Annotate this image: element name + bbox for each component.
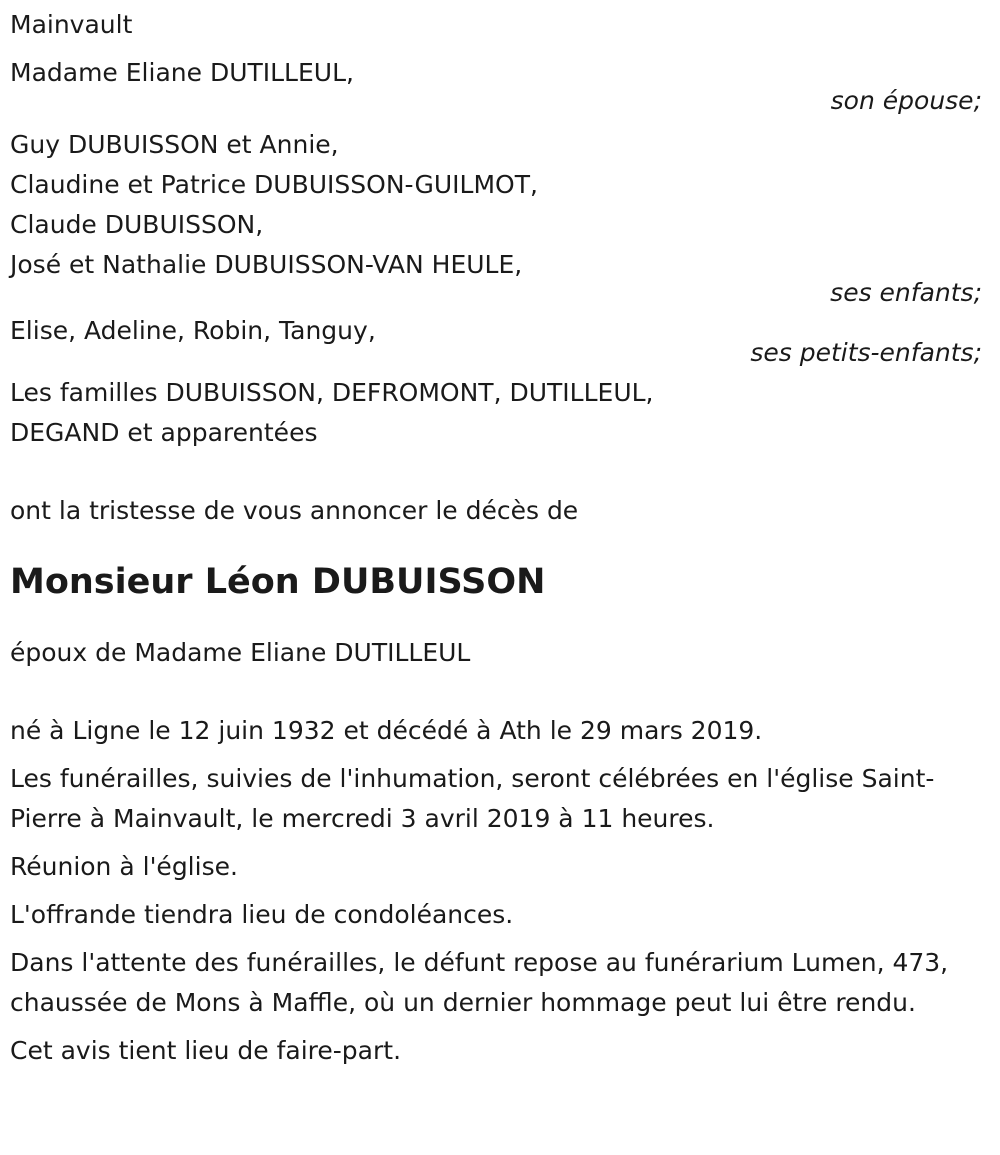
funeral-info: Les funérailles, suivies de l'inhumation, seront célébrées en l'église Saint-Pierre à Mainvault, le mercredi 3 avril 2019 à 11 heures. — [10, 764, 935, 833]
birth-death: né à Ligne le 12 juin 1932 et décédé à Ath le 29 mars 2019. — [10, 716, 763, 745]
offering-info: L'offrande tiendra lieu de condoléances. — [10, 900, 514, 929]
meeting-info: Réunion à l'église. — [10, 852, 238, 881]
grandchildren-relation: ses petits-enfants; — [750, 338, 982, 367]
announcement: ont la tristesse de vous annoncer le décès de — [10, 496, 579, 525]
notice-info: Cet avis tient lieu de faire-part. — [10, 1036, 402, 1065]
children-relation: ses enfants; — [830, 278, 982, 307]
spouse-relation: son épouse; — [830, 86, 982, 115]
grandchildren-names: Elise, Adeline, Robin, Tanguy, — [10, 316, 376, 345]
families-line: DEGAND et apparentées — [10, 418, 318, 447]
spouse-of: époux de Madame Eliane DUTILLEUL — [10, 638, 471, 667]
child-entry: Claude DUBUISSON, — [10, 210, 264, 239]
spouse-name: Madame Eliane DUTILLEUL, — [10, 58, 354, 87]
location: Mainvault — [10, 10, 133, 39]
child-entry: Claudine et Patrice DUBUISSON-GUILMOT, — [10, 170, 538, 199]
child-entry: Guy DUBUISSON et Annie, — [10, 130, 339, 159]
deceased-name: Monsieur Léon DUBUISSON — [10, 562, 546, 602]
children-list — [10, 125, 990, 285]
child-entry: José et Nathalie DUBUISSON-VAN HEULE, — [10, 250, 523, 279]
families — [10, 373, 990, 453]
repose-info: Dans l'attente des funérailles, le défunt repose au funérarium Lumen, 473, chaussée de Mons à Maffle, où un dernier hommage peut lui être rendu. — [10, 948, 949, 1017]
families-line: Les familles DUBUISSON, DEFROMONT, DUTILLEUL, — [10, 378, 654, 407]
